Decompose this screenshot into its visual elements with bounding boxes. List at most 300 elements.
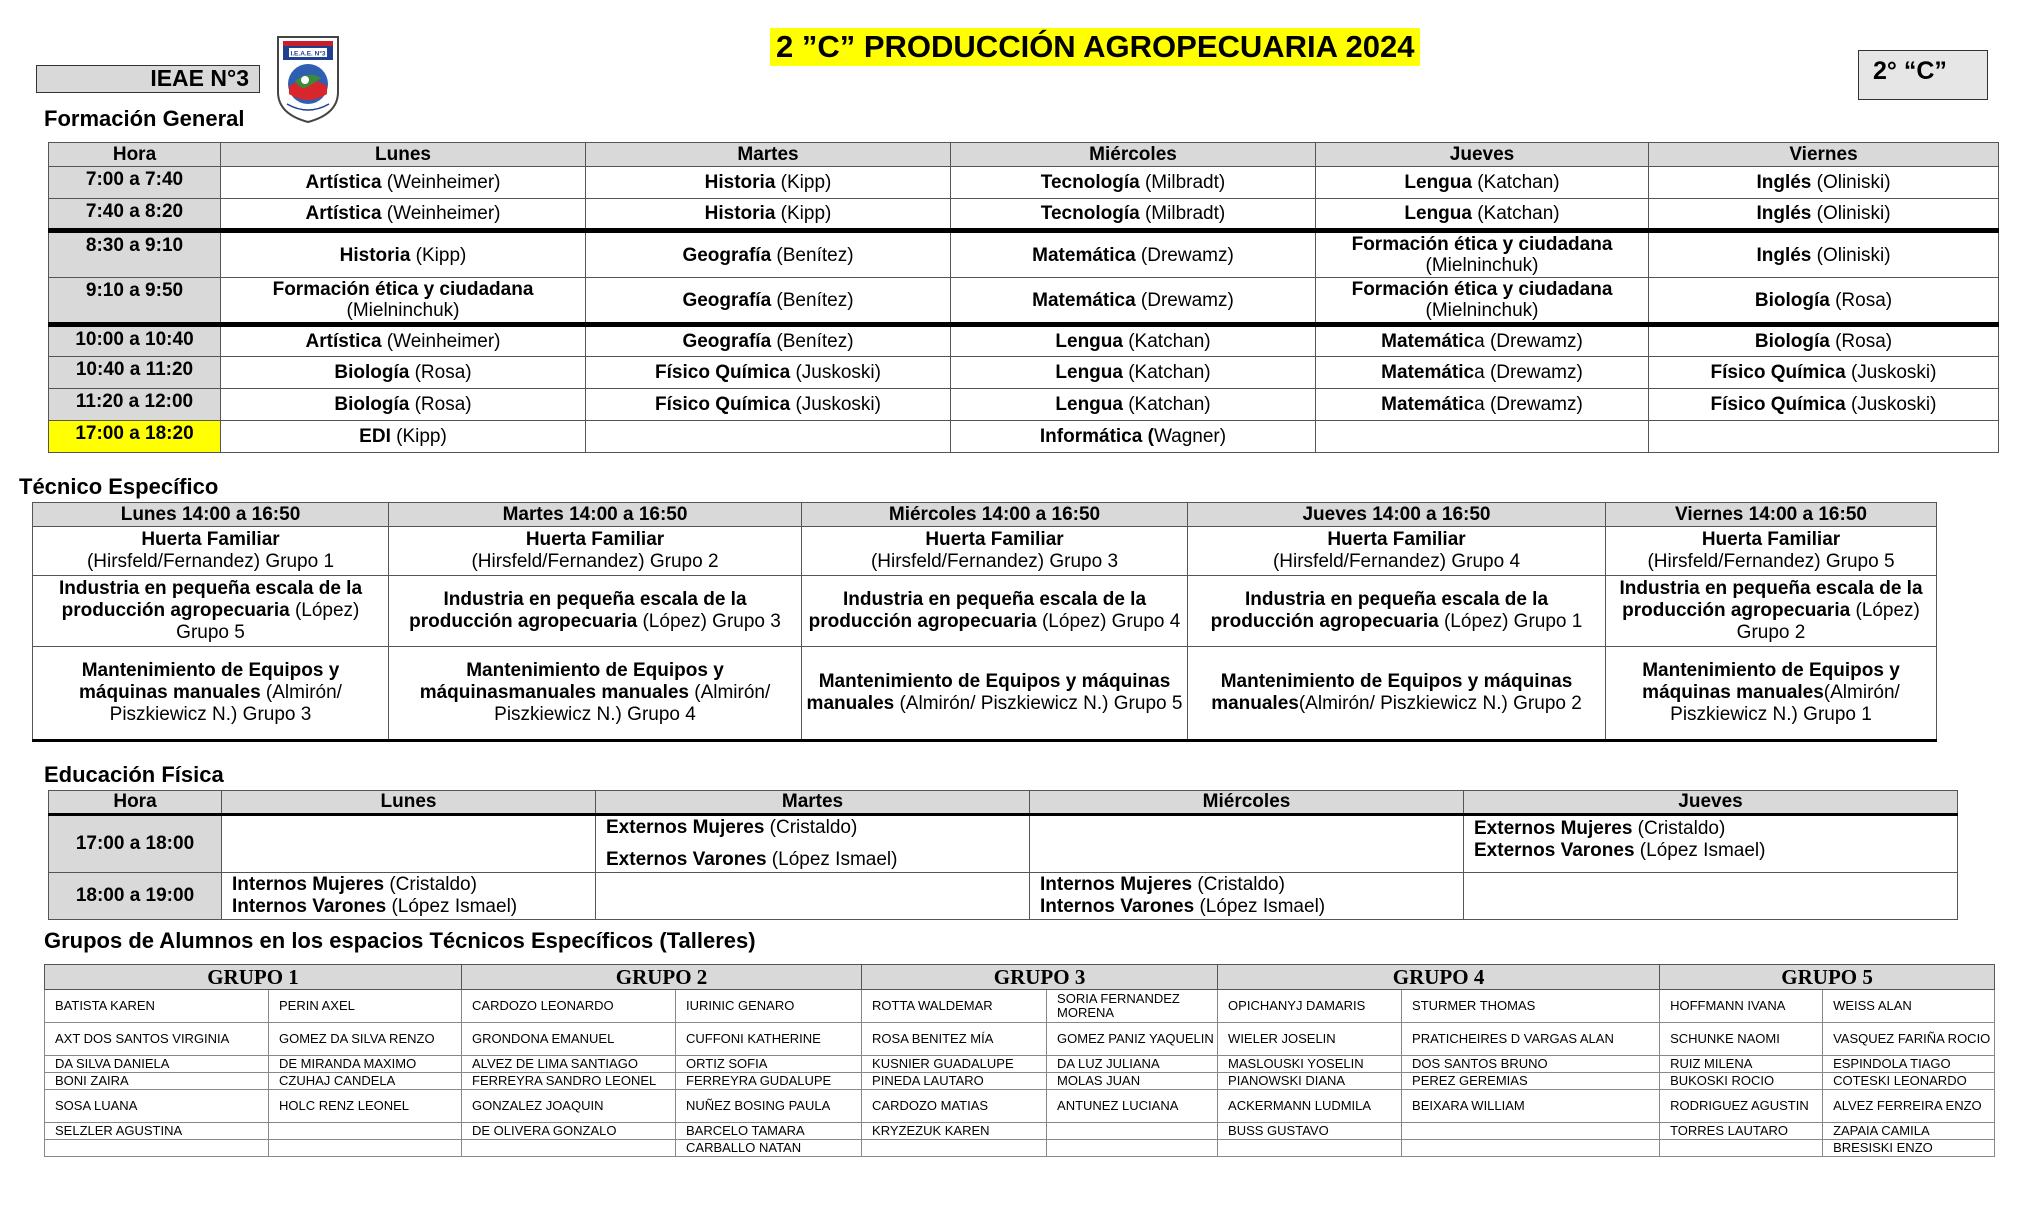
subject-name: Geografía [682, 244, 772, 266]
section-heading-educacion-fisica: Educación Física [44, 762, 224, 787]
table-row [45, 1123, 1995, 1140]
teacher-name: (Mielninchuk) [1425, 255, 1539, 276]
workshop-detail: (López) Grupo 4 [1036, 611, 1181, 632]
schedule-cell [1649, 278, 1999, 325]
subject-name: Geografía [682, 289, 772, 311]
school-logo [275, 34, 341, 124]
table-row [45, 990, 1995, 1023]
teacher-name: (Kipp) [410, 244, 467, 266]
student-name: DA LUZ JULIANA [1047, 1056, 1218, 1073]
subject-name: Artística [305, 203, 382, 224]
student-name: CARDOZO LEONARDO [462, 990, 676, 1023]
table-row [45, 1023, 1995, 1056]
student-name: SORIA FERNANDEZ MORENA [1047, 990, 1218, 1023]
student-name [1218, 1140, 1402, 1157]
group-header: GRUPO 5 [1660, 965, 1995, 990]
subject-name: Lengua [1404, 203, 1472, 224]
student-name: STURMER THOMAS [1402, 990, 1660, 1023]
schedule-cell [596, 815, 1030, 873]
student-name: AXT DOS SANTOS VIRGINIA [45, 1023, 269, 1056]
table-row [49, 325, 1999, 357]
subject-name: Inglés [1756, 244, 1812, 266]
column-header: Lunes [222, 791, 596, 815]
student-name: CARDOZO MATIAS [862, 1090, 1047, 1123]
workshop-cell [802, 647, 1188, 741]
workshop-cell [1188, 527, 1606, 576]
schedule-cell [222, 873, 596, 920]
teacher-name: a (Drewamz) [1474, 362, 1583, 383]
workshop-name: Industria en pequeña escala de la producción agropecuaria [1210, 589, 1549, 632]
student-name [462, 1140, 676, 1157]
table-header-row [49, 143, 1999, 167]
table-row [33, 527, 1937, 576]
workshop-detail: (López) Grupo 3 [637, 611, 781, 632]
subject-name: Lengua [1055, 331, 1123, 352]
student-name: TORRES LAUTARO [1660, 1123, 1823, 1140]
workshop-name: Industria en pequeña escala de la producción agropecuaria [409, 589, 747, 632]
student-name: DA SILVA DANIELA [45, 1056, 269, 1073]
workshop-detail: (Hirsfeld/Fernandez) Grupo 1 [86, 551, 335, 572]
column-header: Miércoles 14:00 a 16:50 [802, 503, 1188, 527]
schedule-cell [1649, 357, 1999, 389]
workshop-name: Mantenimiento de Equipos y máquinas manuales [1211, 671, 1573, 714]
workshop-cell [33, 576, 389, 647]
page-title: 2 ”C” PRODUCCIÓN AGROPECUARIA 2024 [770, 28, 1420, 66]
subject-name: Físico Química [1710, 362, 1846, 383]
student-name: WIELER JOSELIN [1218, 1023, 1402, 1056]
subject-name: Biología [1754, 331, 1830, 352]
class-entry: Internos Varones (López Ismael) [1040, 896, 1326, 917]
class-entry: Internos Mujeres (Cristaldo) [232, 874, 477, 895]
student-name [45, 1140, 269, 1157]
teacher-name: (Milbradt) [1139, 203, 1226, 224]
schedule-cell [1030, 873, 1464, 920]
schedule-cell [586, 357, 951, 389]
teacher-name: (Mielninchuk) [1425, 300, 1539, 321]
schedule-cell-empty [1464, 873, 1958, 920]
student-name: ANTUNEZ LUCIANA [1047, 1090, 1218, 1123]
workshop-cell [802, 576, 1188, 647]
student-name: ZAPAIA CAMILA [1823, 1123, 1995, 1140]
teacher-name: (Juskoski) [1845, 362, 1937, 383]
subject-name: Artística [305, 172, 382, 193]
schedule-cell [1316, 357, 1649, 389]
workshop-name: Mantenimiento de Equipos y máquinas manuales [79, 660, 340, 703]
subject-name: Lengua [1404, 172, 1472, 193]
grade-badge: 2° “C” [1858, 50, 1988, 100]
schedule-cell [586, 199, 951, 231]
student-name: WEISS ALAN [1823, 990, 1995, 1023]
hora-cell: 9:10 a 9:50 [49, 278, 221, 325]
teacher-name: (Juskoski) [790, 394, 881, 415]
subject-name: Lengua [1055, 394, 1123, 415]
teacher-name: (Katchan) [1471, 203, 1560, 224]
teacher-name: (Drewamz) [1135, 244, 1234, 266]
table-row [49, 421, 1999, 453]
student-name: BUSS GUSTAVO [1218, 1123, 1402, 1140]
class-entry: Externos Varones (López Ismael) [606, 849, 898, 870]
subject-name: Físico Química [655, 394, 791, 415]
student-name: MASLOUSKI YOSELIN [1218, 1056, 1402, 1073]
grupos-table [44, 964, 1995, 1157]
schedule-cell [951, 357, 1316, 389]
subject-name: Historia [339, 244, 411, 266]
schedule-cell-empty [596, 873, 1030, 920]
schedule-cell [586, 325, 951, 357]
schedule-cell [221, 278, 586, 325]
hora-cell: 17:00 a 18:20 [49, 421, 221, 453]
subject-name: EDI [359, 426, 391, 447]
school-label: IEAE N°3 [36, 65, 260, 93]
table-row [49, 278, 1999, 325]
workshop-cell [1188, 647, 1606, 741]
teacher-name: (Drewamz) [1135, 289, 1234, 311]
schedule-cell [1316, 199, 1649, 231]
schedule-cell [586, 278, 951, 325]
teacher-name: (Rosa) [1829, 289, 1893, 311]
schedule-cell [1649, 231, 1999, 278]
subject-name: Inglés [1756, 203, 1812, 224]
educacion-fisica-table [48, 790, 1958, 920]
workshop-cell [33, 647, 389, 741]
teacher-name: (Milbradt) [1139, 172, 1226, 193]
section-heading-tecnico-especifico: Técnico Específico [19, 474, 219, 499]
schedule-cell [586, 421, 951, 453]
student-name: DE MIRANDA MAXIMO [269, 1056, 462, 1073]
teacher-name: (Katchan) [1122, 362, 1211, 383]
student-name: BEIXARA WILLIAM [1402, 1090, 1660, 1123]
subject-name: Matemátic [1381, 394, 1475, 415]
teacher-name: (Rosa) [409, 394, 472, 415]
workshop-cell [802, 527, 1188, 576]
hora-cell: 7:40 a 8:20 [49, 199, 221, 231]
student-name: KUSNIER GUADALUPE [862, 1056, 1047, 1073]
schedule-cell [586, 231, 951, 278]
teacher-name: (Mielninchuk) [346, 300, 460, 321]
workshop-name: Huerta Familiar [1327, 529, 1466, 550]
group-header: GRUPO 2 [462, 965, 862, 990]
hora-cell: 17:00 a 18:00 [49, 815, 222, 873]
subject-name: Formación ética y ciudadana [272, 279, 534, 300]
workshop-name: Mantenimiento de Equipos y máquinasmanuales manuales [419, 660, 724, 703]
workshop-detail: (Hirsfeld/Fernandez) Grupo 2 [471, 551, 719, 572]
schedule-cell [221, 421, 586, 453]
section-heading-formacion-general: Formación General [44, 106, 245, 131]
student-name [1402, 1140, 1660, 1157]
teacher-name: Wagner) [1153, 426, 1227, 447]
workshop-detail: (Hirsfeld/Fernandez) Grupo 3 [870, 551, 1119, 572]
teacher-name: (Weinheimer) [381, 203, 501, 224]
workshop-name: Huerta Familiar [525, 529, 665, 550]
column-header: Martes [586, 143, 951, 167]
class-entry: Externos Varones (López Ismael) [1474, 840, 1766, 861]
student-name: NUÑEZ BOSING PAULA [676, 1090, 862, 1123]
teacher-name: (Oliniski) [1811, 244, 1891, 266]
class-entry: Internos Mujeres (Cristaldo) [1040, 874, 1285, 895]
column-header: Hora [49, 143, 221, 167]
schedule-cell-empty [1030, 815, 1464, 873]
column-header: Jueves [1316, 143, 1649, 167]
column-header: Lunes 14:00 a 16:50 [33, 503, 389, 527]
workshop-name: Mantenimiento de Equipos y máquinas manuales [1642, 660, 1900, 703]
student-name: ALVEZ DE LIMA SANTIAGO [462, 1056, 676, 1073]
student-name: FERREYRA SANDRO LEONEL [462, 1073, 676, 1090]
schedule-cell [221, 389, 586, 421]
tecnico-especifico-table [32, 502, 1937, 742]
column-header: Viernes 14:00 a 16:50 [1606, 503, 1937, 527]
hora-cell: 10:00 a 10:40 [49, 325, 221, 357]
teacher-name: (Juskoski) [1845, 394, 1937, 415]
subject-name: Matemática [1032, 244, 1136, 266]
table-row [49, 815, 1958, 873]
teacher-name: (Weinheimer) [381, 331, 501, 352]
student-name: OPICHANYJ DAMARIS [1218, 990, 1402, 1023]
student-name: SELZLER AGUSTINA [45, 1123, 269, 1140]
student-name: ROTTA WALDEMAR [862, 990, 1047, 1023]
hora-cell: 7:00 a 7:40 [49, 167, 221, 199]
student-name: RUIZ MILENA [1660, 1056, 1823, 1073]
column-header: Miércoles [1030, 791, 1464, 815]
teacher-name: (Weinheimer) [381, 172, 501, 193]
workshop-detail: (López) Grupo 2 [1736, 600, 1920, 643]
student-name: BUKOSKI ROCIO [1660, 1073, 1823, 1090]
subject-name: Matemátic [1381, 331, 1475, 352]
workshop-detail: (López) Grupo 5 [176, 600, 360, 643]
schedule-cell [586, 167, 951, 199]
subject-name: Formación ética y ciudadana [1351, 234, 1613, 255]
student-name: KRYZEZUK KAREN [862, 1123, 1047, 1140]
student-name: CZUHAJ CANDELA [269, 1073, 462, 1090]
class-entry: Externos Mujeres (Cristaldo) [606, 817, 858, 838]
subject-name: Informática ( [1039, 426, 1154, 447]
subject-name: Físico Química [655, 362, 791, 383]
student-name: IURINIC GENARO [676, 990, 862, 1023]
student-name: ACKERMANN LUDMILA [1218, 1090, 1402, 1123]
teacher-name: (Oliniski) [1811, 172, 1891, 193]
workshop-name: Huerta Familiar [141, 529, 280, 550]
student-name: SOSA LUANA [45, 1090, 269, 1123]
workshop-detail: (Almirón/ Piszkiewicz N.) Grupo 5 [894, 693, 1183, 714]
subject-name: Geografía [682, 331, 772, 352]
schedule-cell [586, 389, 951, 421]
student-name: ROSA BENITEZ MÍA [862, 1023, 1047, 1056]
workshop-cell [389, 527, 802, 576]
logo-text: I.E.A.E. N°3 [290, 50, 326, 58]
workshop-detail: (López) Grupo 1 [1438, 611, 1583, 632]
workshop-detail: (Almirón/ Piszkiewicz N.) Grupo 2 [1298, 693, 1582, 714]
student-name: PIANOWSKI DIANA [1218, 1073, 1402, 1090]
subject-name: Matemática [1032, 289, 1136, 311]
column-header: Viernes [1649, 143, 1999, 167]
teacher-name: (Kipp) [390, 426, 447, 447]
workshop-cell [33, 527, 389, 576]
group-header: GRUPO 4 [1218, 965, 1660, 990]
teacher-name: (Benítez) [771, 289, 854, 311]
schedule-cell [221, 231, 586, 278]
teacher-name: (Katchan) [1471, 172, 1560, 193]
table-row [45, 1056, 1995, 1073]
schedule-cell [1464, 815, 1958, 873]
student-name: MOLAS JUAN [1047, 1073, 1218, 1090]
student-name: CUFFONI KATHERINE [676, 1023, 862, 1056]
student-name: VASQUEZ FARIÑA ROCIO [1823, 1023, 1995, 1056]
schedule-cell [221, 167, 586, 199]
table-row [49, 231, 1999, 278]
teacher-name: (Katchan) [1122, 394, 1211, 415]
student-name: BRESISKI ENZO [1823, 1140, 1995, 1157]
workshop-cell [1606, 527, 1937, 576]
teacher-name: (Kipp) [775, 172, 832, 193]
workshop-detail: (Almirón/ Piszkiewicz N.) Grupo 3 [109, 682, 342, 725]
subject-name: Matemátic [1381, 362, 1475, 383]
workshop-name: Industria en pequeña escala de la producción agropecuaria [1619, 578, 1923, 621]
workshop-detail: (Hirsfeld/Fernandez) Grupo 4 [1272, 551, 1521, 572]
hora-cell: 10:40 a 11:20 [49, 357, 221, 389]
subject-name: Físico Química [1710, 394, 1846, 415]
student-name: PRATICHEIRES D VARGAS ALAN [1402, 1023, 1660, 1056]
table-row [33, 647, 1937, 741]
column-header: Hora [49, 791, 222, 815]
subject-name: Tecnología [1040, 172, 1140, 193]
student-name: GOMEZ PANIZ YAQUELIN [1047, 1023, 1218, 1056]
student-name: COTESKI LEONARDO [1823, 1073, 1995, 1090]
column-header: Jueves 14:00 a 16:50 [1188, 503, 1606, 527]
schedule-cell [1316, 421, 1649, 453]
class-entry: Externos Mujeres (Cristaldo) [1474, 818, 1726, 839]
student-name: ESPINDOLA TIAGO [1823, 1056, 1995, 1073]
schedule-cell [951, 325, 1316, 357]
table-row [49, 167, 1999, 199]
schedule-cell [221, 357, 586, 389]
subject-name: Historia [704, 172, 776, 193]
table-row [45, 1140, 1995, 1157]
group-header: GRUPO 3 [862, 965, 1218, 990]
student-name: ORTIZ SOFIA [676, 1056, 862, 1073]
student-name [1047, 1140, 1218, 1157]
table-row [45, 1073, 1995, 1090]
column-header: Martes [596, 791, 1030, 815]
workshop-cell [389, 576, 802, 647]
subject-name: Biología [1754, 289, 1830, 311]
table-row [33, 576, 1937, 647]
schedule-cell [1649, 199, 1999, 231]
subject-name: Artística [305, 331, 382, 352]
schedule-cell [1316, 325, 1649, 357]
student-name: BONI ZAIRA [45, 1073, 269, 1090]
student-name: BARCELO TAMARA [676, 1123, 862, 1140]
schedule-cell [951, 421, 1316, 453]
student-name: GONZALEZ JOAQUIN [462, 1090, 676, 1123]
workshop-detail: (Hirsfeld/Fernandez) Grupo 5 [1647, 551, 1895, 572]
workshop-cell [389, 647, 802, 741]
student-name: PEREZ GEREMIAS [1402, 1073, 1660, 1090]
table-row [49, 873, 1958, 920]
workshop-cell [1606, 647, 1937, 741]
teacher-name: (Benítez) [771, 244, 854, 266]
workshop-name: Huerta Familiar [1701, 529, 1841, 550]
schedule-cell [1316, 278, 1649, 325]
student-name [1660, 1140, 1823, 1157]
schedule-cell [951, 231, 1316, 278]
table-row [49, 389, 1999, 421]
schedule-cell [1316, 167, 1649, 199]
schedule-cell [1316, 231, 1649, 278]
subject-name: Tecnología [1040, 203, 1140, 224]
column-header: Martes 14:00 a 16:50 [389, 503, 802, 527]
formacion-general-table [48, 142, 1999, 453]
student-name [269, 1123, 462, 1140]
group-header: GRUPO 1 [45, 965, 462, 990]
workshop-name: Industria en pequeña escala de la producción agropecuaria [808, 589, 1147, 632]
subject-name: Biología [334, 362, 410, 383]
student-name: PERIN AXEL [269, 990, 462, 1023]
workshop-cell [1606, 576, 1937, 647]
hora-cell: 8:30 a 9:10 [49, 231, 221, 278]
schedule-cell [1649, 325, 1999, 357]
schedule-cell [221, 199, 586, 231]
table-row [45, 1090, 1995, 1123]
teacher-name: (Kipp) [775, 203, 832, 224]
subject-name: Formación ética y ciudadana [1351, 279, 1613, 300]
table-header-row [33, 503, 1937, 527]
schedule-cell [951, 199, 1316, 231]
teacher-name: a (Drewamz) [1474, 331, 1583, 352]
teacher-name: (Katchan) [1122, 331, 1211, 352]
schedule-cell [1316, 389, 1649, 421]
workshop-detail: (Almirón/ Piszkiewicz N.) Grupo 1 [1670, 682, 1900, 725]
subject-name: Historia [704, 203, 776, 224]
teacher-name: (Rosa) [1829, 331, 1893, 352]
teacher-name: (Juskoski) [790, 362, 881, 383]
student-name [269, 1140, 462, 1157]
schedule-cell [221, 325, 586, 357]
student-name: GOMEZ DA SILVA RENZO [269, 1023, 462, 1056]
student-name [1402, 1123, 1660, 1140]
student-name: FERREYRA GUDALUPE [676, 1073, 862, 1090]
student-name: DE OLIVERA GONZALO [462, 1123, 676, 1140]
teacher-name: a (Drewamz) [1474, 394, 1583, 415]
workshop-cell [1188, 576, 1606, 647]
schedule-cell [951, 167, 1316, 199]
subject-name: Biología [334, 394, 410, 415]
student-name: HOFFMANN IVANA [1660, 990, 1823, 1023]
schedule-cell-empty [222, 815, 596, 873]
student-name: BATISTA KAREN [45, 990, 269, 1023]
schedule-cell [1649, 167, 1999, 199]
student-name: DOS SANTOS BRUNO [1402, 1056, 1660, 1073]
section-heading-grupos: Grupos de Alumnos en los espacios Técnicos Específicos (Talleres) [44, 928, 756, 953]
student-name [1047, 1123, 1218, 1140]
student-name: GRONDONA EMANUEL [462, 1023, 676, 1056]
hora-cell: 18:00 a 19:00 [49, 873, 222, 920]
table-row [49, 199, 1999, 231]
schedule-cell [951, 389, 1316, 421]
schedule-cell [1649, 389, 1999, 421]
student-name: PINEDA LAUTARO [862, 1073, 1047, 1090]
teacher-name: (Benítez) [771, 331, 854, 352]
subject-name: Lengua [1055, 362, 1123, 383]
schedule-cell [1649, 421, 1999, 453]
teacher-name: (Oliniski) [1811, 203, 1891, 224]
workshop-name: Mantenimiento de Equipos y máquinas manuales [806, 671, 1171, 714]
workshop-name: Huerta Familiar [925, 529, 1064, 550]
workshop-detail: (Almirón/ Piszkiewicz N.) Grupo 4 [494, 682, 771, 725]
column-header: Miércoles [951, 143, 1316, 167]
column-header: Lunes [221, 143, 586, 167]
student-name: CARBALLO NATAN [676, 1140, 862, 1157]
student-name: SCHUNKE NAOMI [1660, 1023, 1823, 1056]
table-header-row [45, 965, 1995, 990]
